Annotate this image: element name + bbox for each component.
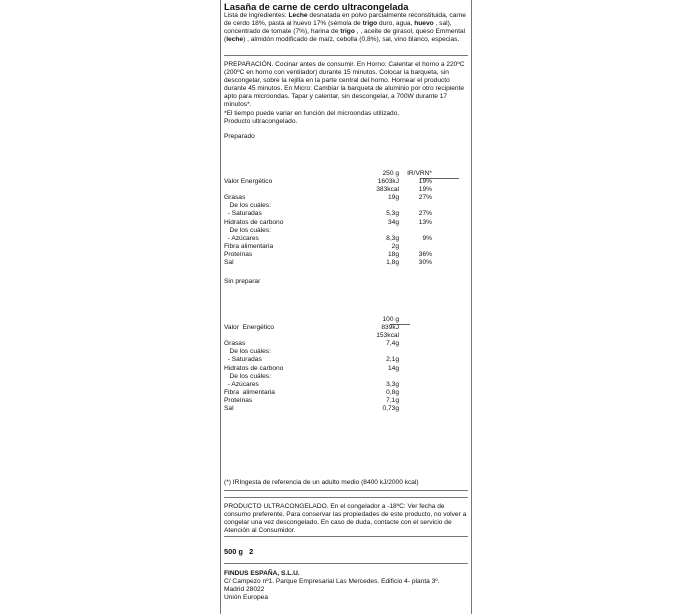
prepared-col-qty: 250 g [382, 170, 399, 177]
nutrient-qty: 2,1g [386, 356, 399, 364]
nutrient-label: De los cuáles: [224, 226, 271, 234]
prepared-col-ir: IR/VRN* [407, 170, 432, 177]
ingredient-text: desnatada en polvo parcialmente reconstituida, carne de cerdo 18%, pasta al huevo 17% (sémola de [224, 12, 466, 28]
nutrient-label: De los cuáles: [224, 372, 271, 380]
nutrient-label: Valor Energético [224, 178, 273, 185]
nutrient-label: Grasas [224, 194, 246, 202]
nutrient-qty: 1603kJ [377, 178, 399, 185]
nutrient-label: Fibra alimentaria [224, 388, 275, 396]
table-row [224, 259, 464, 267]
nutrient-qty: 5,3g [386, 210, 399, 218]
nutrient-ir: 27% [418, 210, 432, 218]
nutrient-ir: 19% [418, 186, 432, 194]
nutrient-qty: 153kcal [376, 332, 399, 340]
prepared-heading: Preparado [224, 133, 255, 140]
nutrient-label: Sal [224, 259, 234, 266]
table-row [224, 194, 464, 202]
nutrient-label: De los cuáles: [224, 202, 271, 210]
allergen: Leche [288, 12, 308, 19]
table-row [224, 397, 464, 405]
ingredient-text: , sal), concentrado de tomate (7%), harina de [224, 20, 452, 36]
nutrient-qty: 3,3g [386, 380, 399, 388]
nutrient-label: - Saturadas [224, 210, 262, 218]
net-weight-value: 500 g [224, 547, 243, 556]
nutrient-qty: 19g [387, 194, 399, 202]
nutrient-label: Sal [224, 405, 234, 412]
nutrient-qty: 14g [387, 364, 399, 372]
microwave-note: *El tiempo puede variar en función del microondas utilizado. [224, 110, 400, 117]
ingredient-text: ) , almidón modificado de maíz, cebolla (0,8%), sal, vino blanco, especias. [243, 36, 460, 44]
divider [224, 55, 468, 56]
nutrient-qty: 0,73g [382, 405, 399, 412]
table-row [224, 178, 464, 186]
reference-note: (*) IRIngesta de referencia de un adulto medio (8400 kJ/2000 kcal) [224, 479, 419, 486]
table-row [224, 332, 464, 340]
nutrient-qty: 7,4g [386, 340, 399, 348]
table-row [224, 202, 464, 210]
nutrient-ir: 30% [418, 259, 432, 266]
company-region: Unión Europea [224, 594, 268, 601]
nutrient-qty: 18g [387, 250, 399, 258]
ingredient-text: , , aceite de girasol, queso Emmental ( [224, 28, 466, 44]
divider [224, 490, 468, 491]
unprepared-heading: Sin preparar [224, 278, 261, 285]
nutrient-qty: 34g [387, 218, 399, 226]
nutrient-label: Hidratos de carbono [224, 364, 284, 372]
nutrient-label: Valor Energético [224, 324, 275, 331]
allergen: huevo [414, 20, 434, 28]
allergen: leche [226, 36, 244, 44]
table-row [224, 251, 464, 259]
prepared-header-row [224, 170, 464, 178]
table-row [224, 365, 464, 373]
divider [224, 536, 468, 537]
nutrient-qty: 839kJ [381, 324, 399, 331]
net-weight [224, 547, 253, 556]
table-row [224, 235, 464, 243]
nutrient-label: - Saturadas [224, 356, 262, 364]
preparation-text: PREPARACIÓN. Cocinar antes de consumir. En Horno: Calentar el horno a 220ºC (200ºC en horno con ventilador) durante 15 minutos. Colocar la barqueta, sin descongelar, sobre la rejilla en la parte central del horno. Hornear el producto durante 45 minutos. En Micro: Cambiar la barqueta de aluminio por otro recipiente apto para microondas. Tapar y calentar, sin descongelar, a 700W durante 17 minutos*. [224, 61, 465, 109]
table-row [224, 405, 464, 413]
table-row [224, 210, 464, 218]
table-row [224, 348, 464, 356]
company-address: C/ Campezo nº1. Parque Empresarial Las Mercedes. Edificio 4- planta 3º. [224, 578, 440, 585]
ingredients-list [224, 12, 469, 44]
table-row [224, 324, 464, 332]
nutrient-qty: 8,3g [386, 234, 399, 242]
nutrient-qty: 383kcal [376, 186, 399, 194]
frozen-note: Producto ultracongelado. [224, 118, 298, 125]
table-row [224, 340, 464, 348]
table-row [224, 356, 464, 364]
table-row [224, 389, 464, 397]
company-name: FINDUS ESPAÑA, S.L.U. [224, 570, 300, 577]
table-row [224, 381, 464, 389]
divider [224, 497, 468, 498]
allergen: trigo [340, 28, 355, 36]
ingredient-text: duro, agua, [377, 20, 415, 28]
unprepared-col-qty: 100 g [382, 316, 399, 323]
nutrient-ir: 36% [418, 250, 432, 258]
nutrient-ir: 27% [418, 194, 432, 202]
table-row [224, 373, 464, 381]
company-city: Madrid 28022 [224, 586, 265, 593]
table-row [224, 227, 464, 235]
nutrient-qty: 0,8g [386, 388, 399, 396]
divider [224, 563, 468, 564]
nutrient-label: Grasas [224, 340, 246, 348]
nutrient-label: - Azúcares [224, 380, 259, 388]
nutrient-label: - Azúcares [224, 234, 259, 242]
nutrient-ir: 9% [422, 234, 432, 242]
nutrient-ir: 13% [418, 218, 432, 226]
nutrient-qty: 7,1g [386, 396, 399, 404]
nutrient-qty: 2g [391, 242, 399, 250]
table-row [224, 243, 464, 251]
ingredient-text: Lista de ingredientes: [224, 12, 289, 19]
storage-text: PRODUCTO ULTRACONGELADO. En el congelador a -18ºC: Ver fecha de consumo preferente. Para conservar las propiedades de este producto, no volver a congelar una vez descongelado. En caso de duda, contacte con el servicio de Atención al Consumidor. [224, 503, 467, 535]
table-row [224, 219, 464, 227]
unprepared-header-row [224, 316, 464, 324]
nutrient-qty: 1,8g [386, 259, 399, 266]
nutrient-label: Fibra alimentaria [224, 242, 274, 250]
table-row [224, 186, 464, 194]
nutrient-ir: 19% [418, 178, 432, 185]
nutrient-label: Proteínas [224, 250, 253, 258]
nutrient-label: Proteínas [224, 396, 253, 404]
allergen: trigo [362, 20, 378, 28]
nutrient-label: De los cuáles: [224, 348, 271, 356]
net-weight-suffix: 2 [249, 547, 254, 556]
nutrient-label: Hidratos de carbono [224, 218, 284, 226]
product-title: Lasaña de carne de cerdo ultracongelada [224, 1, 409, 12]
